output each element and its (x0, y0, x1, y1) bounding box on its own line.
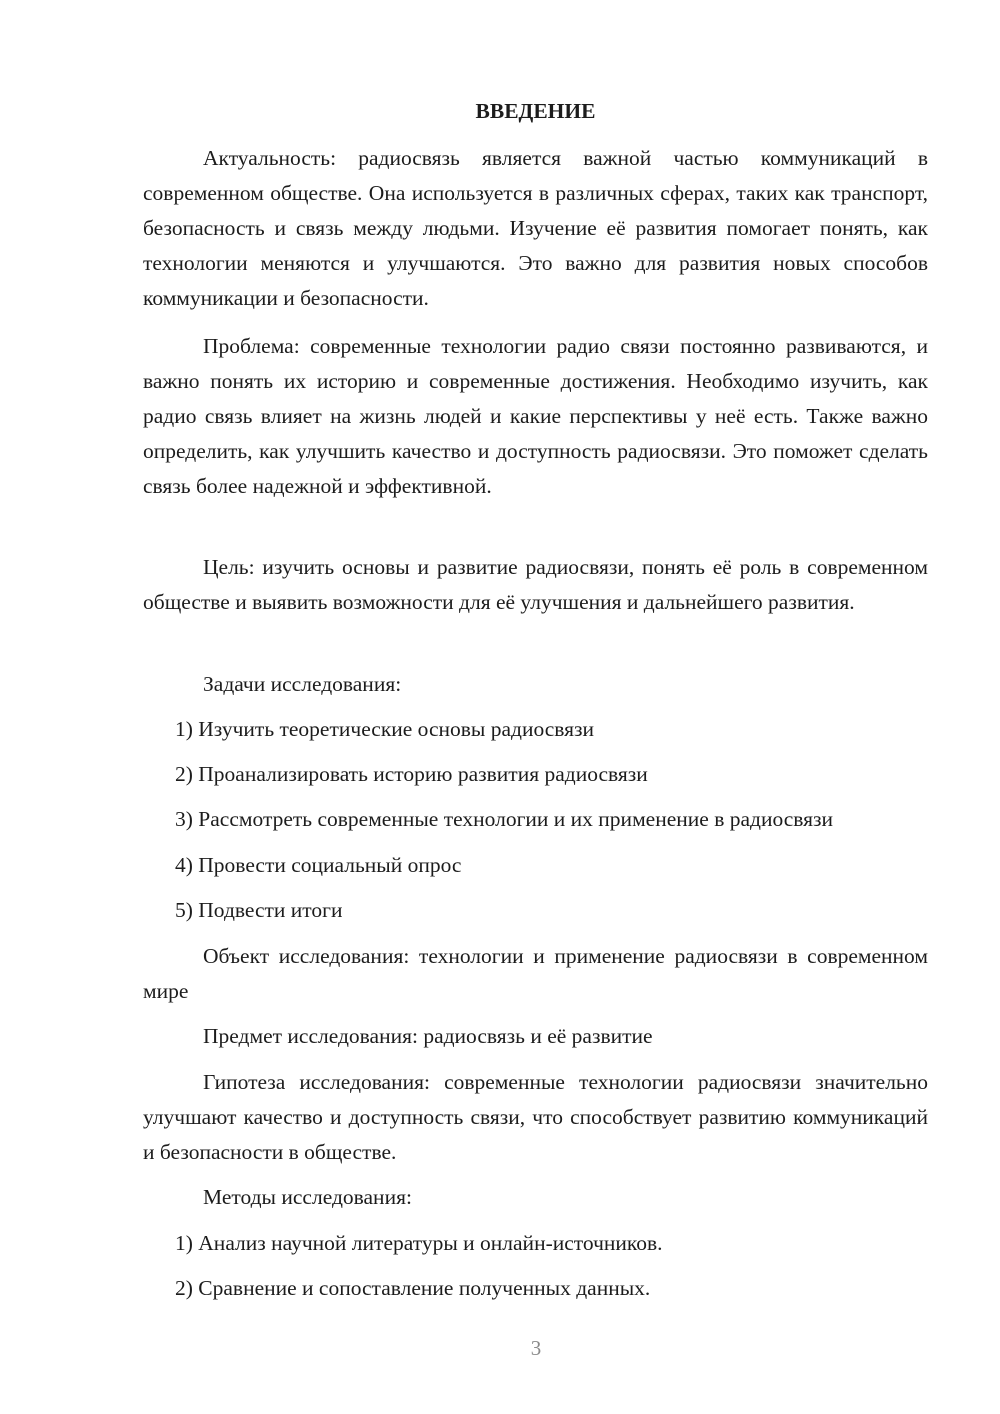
relevance-paragraph: Актуальность: радиосвязь является важной частью коммуникаций в современном обществе. Она используется в различных сферах, таких как транспорт, безопасность и связь между людьми. Изучение её развития помогает понять, как технологии меняются и улучшаются. Это важно для развития новых способов коммуникации и безопасности. (143, 146, 928, 310)
task-item-3: 3) Рассмотреть современные технологии и их применение в радиосвязи (175, 807, 834, 831)
methods-heading: Методы исследования: (203, 1185, 412, 1209)
page-title: ВВЕДЕНИЕ (475, 99, 596, 123)
hypothesis-paragraph: Гипотеза исследования: современные технологии радиосвязи значительно улучшают качество и доступность связи, что способствует развитию коммуникаций и безопасности в обществе. (143, 1070, 928, 1164)
goal-paragraph: Цель: изучить основы и развитие радиосвязи, понять её роль в современном обществе и выявить возможности для её улучшения и дальнейшего развития. (143, 555, 928, 614)
task-item-1: 1) Изучить теоретические основы радиосвязи (175, 717, 595, 741)
object-paragraph: Объект исследования: технологии и применение радиосвязи в современном мире (143, 944, 928, 1003)
task-item-2: 2) Проанализировать историю развития радиосвязи (175, 762, 648, 786)
page-number: 3 (530, 1336, 542, 1360)
tasks-heading: Задачи исследования: (203, 672, 402, 696)
method-item-2: 2) Сравнение и сопоставление полученных данных. (175, 1276, 651, 1300)
method-item-1: 1) Анализ научной литературы и онлайн-источников. (175, 1231, 663, 1255)
task-item-5: 5) Подвести итоги (175, 898, 343, 922)
problem-paragraph: Проблема: современные технологии радио связи постоянно развиваются, и важно понять их историю и современные достижения. Необходимо изучить, как радио связь влияет на жизнь людей и какие перспективы у неё есть. Также важно определить, как улучшить качество и доступность радиосвязи. Это поможет сделать связь более надежной и эффективной. (143, 334, 928, 498)
task-item-4: 4) Провести социальный опрос (175, 853, 462, 877)
subject-paragraph: Предмет исследования: радиосвязь и её развитие (203, 1024, 653, 1048)
